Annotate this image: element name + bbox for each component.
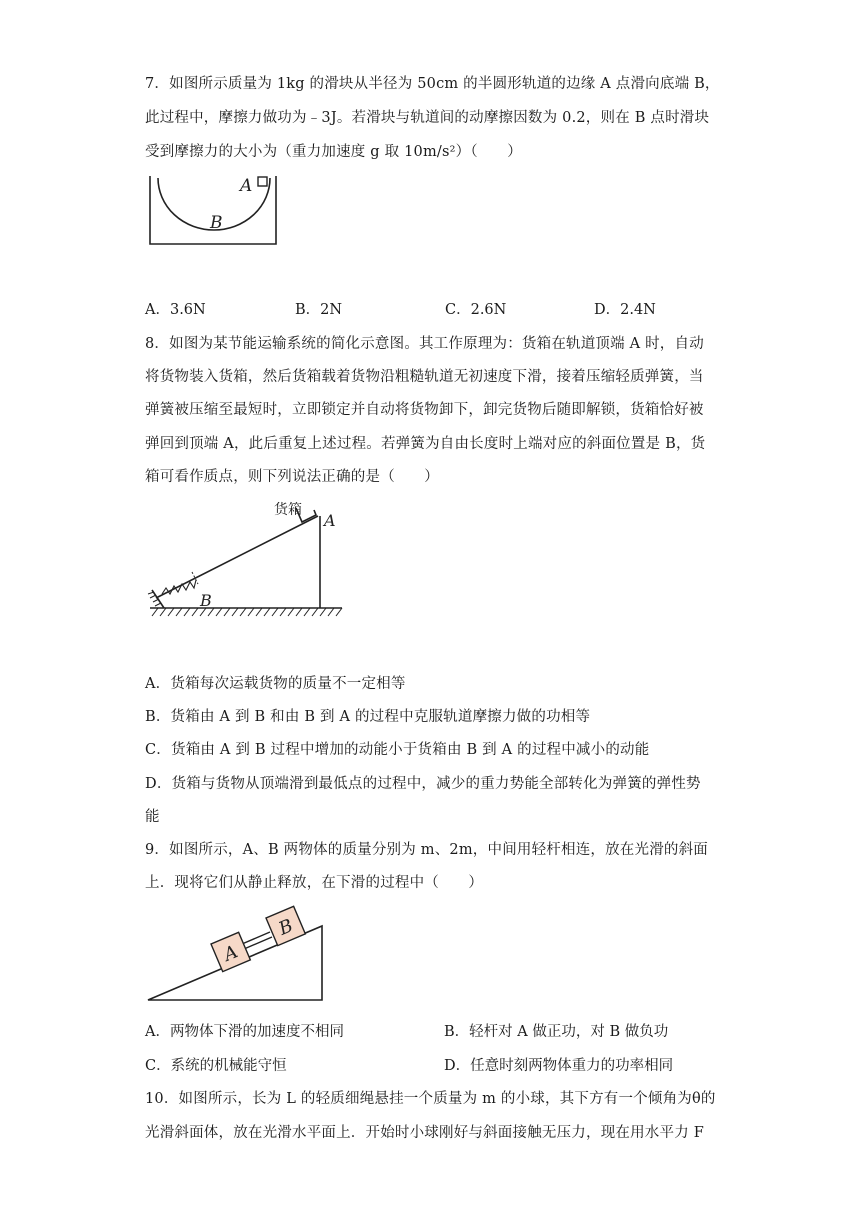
q7-label-b: B <box>210 213 223 233</box>
q7-slider-block <box>258 177 267 186</box>
q10-stem-line-2: 光滑斜面体，放在光滑水平面上．开始时小球刚好与斜面接触无压力，现在用水平力 F <box>145 1125 704 1141</box>
q9-rod <box>242 932 270 944</box>
q8-stem-line-3: 弹簧被压缩至最短时，立即锁定并自动将货物卸下，卸完货物后随即解锁，货箱恰好被 <box>145 402 704 418</box>
q8-option-b: B．货箱由 A 到 B 和由 B 到 A 的过程中克服轨道摩擦力做的功相等 <box>145 709 591 725</box>
q8-option-c: C．货箱由 A 到 B 过程中增加的动能小于货箱由 B 到 A 的过程中减小的动能 <box>145 742 650 758</box>
q8-label-b: B <box>200 591 212 610</box>
q7-semicircle-track-figure <box>148 172 280 248</box>
q7-stem-line-1: 7．如图所示质量为 1kg 的滑块从半径为 50cm 的半圆形轨道的边缘 A 点滑向底端 B， <box>145 76 720 92</box>
q8-incline-track <box>156 516 318 598</box>
q7-option-d: D．2.4N <box>594 302 656 318</box>
q8-stem-line-4: 弹回到顶端 A，此后重复上述过程。若弹簧为自由长度时上端对应的斜面位置是 B，货 <box>145 436 706 452</box>
q9-stem-line-2: 上．现将它们从静止释放，在下滑的过程中（ ） <box>145 875 484 891</box>
q7-label-a: A <box>240 176 253 196</box>
q9-option-a: A．两物体下滑的加速度不相同 <box>145 1024 344 1040</box>
q8-stem-line-1: 8．如图为某节能运输系统的简化示意图。其工作原理为：货箱在轨道顶端 A 时，自动 <box>145 336 704 352</box>
svg-text:B: B <box>275 915 297 940</box>
q10-stem-line-1: 10．如图所示，长为 L 的轻质细绳悬挂一个质量为 m 的小球，其下方有一个倾角为θ的 <box>145 1091 716 1107</box>
q8-option-d: D．货箱与货物从顶端滑到最低点的过程中，减少的重力势能全部转化为弹簧的弹性势 <box>145 776 701 792</box>
q8-transport-system-figure <box>146 498 346 620</box>
q8-stem-line-5: 箱可看作质点，则下列说法正确的是（ ） <box>145 469 439 485</box>
q7-option-c: C．2.6N <box>445 302 507 318</box>
q8-label-a: A <box>324 511 336 530</box>
svg-text:A: A <box>220 941 241 966</box>
q7-option-b: B．2N <box>295 302 343 318</box>
q9-incline-figure <box>146 906 326 1004</box>
q8-option-d-continued: 能 <box>145 809 160 825</box>
q7-stem-line-3: 受到摩擦力的大小为（重力加速度 g 取 10m/s²）（ ） <box>145 144 522 160</box>
q9-option-c: C．系统的机械能守恒 <box>145 1058 287 1074</box>
q8-stem-line-2: 将货物装入货箱，然后货箱载着货物沿粗糙轨道无初速度下滑，接着压缩轻质弹簧，当 <box>145 369 704 385</box>
q8-ground-hatch <box>152 608 342 616</box>
q8-option-a: A．货箱每次运载货物的质量不一定相等 <box>145 676 406 692</box>
q9-stem-line-1: 9．如图所示，A、B 两物体的质量分别为 m、2m，中间用轻杆相连，放在光滑的斜面 <box>145 842 708 858</box>
q9-block-b <box>266 906 305 945</box>
q9-option-b: B．轻杆对 A 做正功，对 B 做负功 <box>444 1024 669 1040</box>
q8-box-label: 货箱 <box>274 502 302 518</box>
q9-block-a <box>211 932 250 971</box>
q9-option-d: D．任意时刻两物体重力的功率相同 <box>444 1058 674 1074</box>
q7-option-a: A．3.6N <box>145 302 206 318</box>
q7-stem-line-2: 此过程中，摩擦力做功为﹣3J。若滑块与轨道间的动摩擦因数为 0.2，则在 B 点时滑块 <box>145 110 710 126</box>
